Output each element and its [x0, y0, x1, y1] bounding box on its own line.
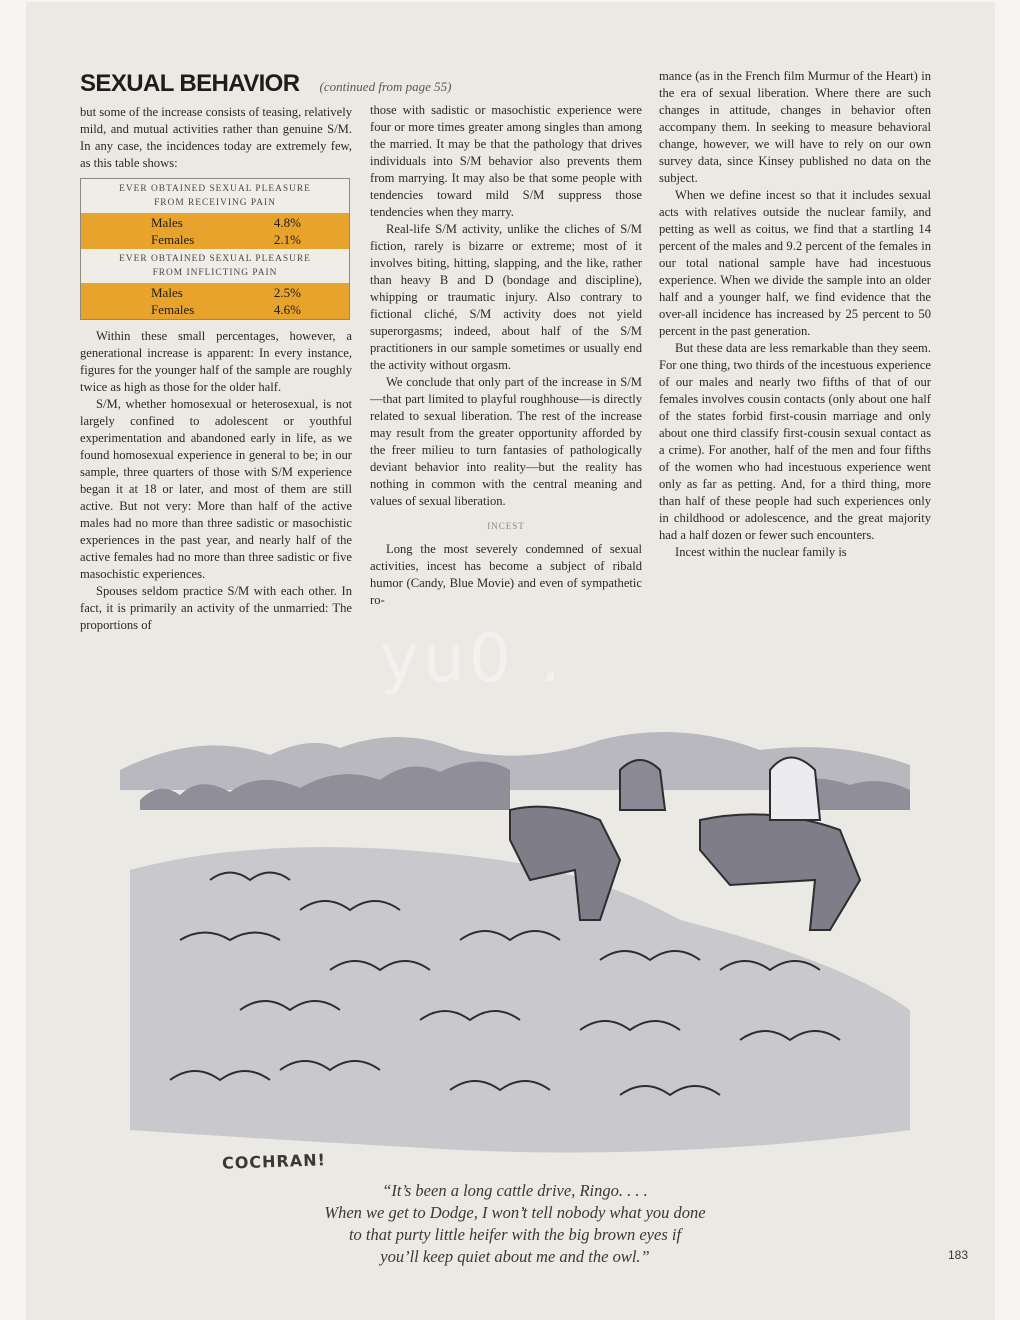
caption-line: to that purty little heifer with the big brown eyes if [348, 1225, 682, 1244]
table-band-inflicting [81, 283, 349, 319]
paragraph: We conclude that only part of the increase in S/M—that part limited to playful roughhouse—is directly related to sexual liberation. The rest of the increase may result from the greater opportunity afforded by the freer milieu to turn fantasies of pathologically deviant behavior into reality—but the reality has nothing in common with the central meaning and values of sexual liberation. [370, 375, 642, 508]
caption-line: FROM RECEIVING PAIN [154, 198, 276, 208]
caption-line: you’ll keep quiet about me and the owl.” [380, 1247, 650, 1266]
article-title: SEXUAL BEHAVIOR [80, 70, 300, 97]
caption-line: “It’s been a long cattle drive, Ringo. . . . [382, 1181, 648, 1200]
caption-line: EVER OBTAINED SEXUAL PLEASURE [119, 254, 311, 264]
row-value: 4.6% [273, 302, 301, 317]
row-value: 4.8% [273, 215, 301, 230]
paragraph: those with sadistic or masochistic experience were four or more times greater among singles than among the married. It may be that the pathology that drives individuals into S/M behavior also prevents them from marrying. It may also be that some people with tendencies toward mild S/M suppress those tendencies when they marry. [370, 103, 642, 219]
row-value: 2.5% [273, 285, 301, 300]
paragraph: When we define incest so that it includes sexual acts with relatives outside the nuclear family, and petting as well as coitus, we find that a startling 14 percent of the males and 9.2 percent of the females in our total national sample have had incestuous experience. When we divide the sample into an older half and a younger half, we find evidence that the over-all incidence has increased by 25 percent to 50 percent in the past generation. [659, 188, 931, 338]
table-row [81, 231, 349, 248]
paragraph: Incest within the nuclear family is [675, 545, 847, 559]
column-1 [80, 104, 352, 634]
page-number: 183 [948, 1248, 969, 1262]
paragraph: But these data are less remarkable than they seem. For one thing, two thirds of the incestuous experience of our males and nearly two fifths of that of our females involves cousin contacts (only about one half of the states forbid first-cousin marriage and only about one third classify first-cousin sexual contact as a crime). For another, half of the men and four fifths of the women who had incestuous experience went only as far as petting. And, for a third thing, more than half of these people had such experiences only in childhood or adolescence, and the great majority had a half dozen or fewer such encounters. [659, 341, 931, 542]
row-label: Males [151, 215, 183, 230]
table-row [81, 214, 349, 231]
paragraph: Real-life S/M activity, unlike the cliches of S/M fiction, rarely is bizarre or extreme; most of it involves biting, hitting, slapping, and the like, rather than heavy B and D (bondage and discipline), whipping or traumatic injury. Also contrary to fictional cliché, S/M activity does not yield superorgasms; indeed, about half of the S/M practitioners in our sample sometimes or usually end the activity without orgasm. [370, 222, 642, 372]
cartoon-illustration [80, 710, 950, 1180]
row-value: 2.1% [273, 232, 301, 247]
caption-line: EVER OBTAINED SEXUAL PLEASURE [119, 184, 311, 194]
table-caption-receiving [81, 179, 349, 213]
paragraph: mance (as in the French film Murmur of the Heart) in the era of sexual liberation. Where there are such changes in attitude, changes in behavior often accompany them. In seeking to measure behavioral change, however, we will have to rely on our own survey data, since Kinsey published no data on the subject. [659, 69, 931, 185]
section-subhead: INCEST [487, 521, 525, 531]
statistics-table [80, 178, 350, 320]
paragraph: Within these small percentages, however, a generational increase is apparent: In every instance, figures for the younger half of the sample are roughly twice as high as those for the older half. [80, 329, 352, 394]
herd-shading [130, 847, 910, 1152]
caption-line: When we get to Dodge, I won’t tell nobody what you done [324, 1203, 706, 1222]
table-caption-inflicting [81, 249, 349, 283]
continued-note: (continued from page 55) [319, 79, 452, 94]
table-band-receiving [81, 213, 349, 249]
row-label: Females [151, 232, 195, 247]
article-header [80, 70, 452, 98]
paragraph: but some of the increase consists of teasing, relatively mild, and mutual activities rather than genuine S/M. In any case, the incidences today are extremely few, as this table shows: [80, 105, 352, 170]
cartoon-caption [230, 1180, 800, 1268]
caption-line: FROM INFLICTING PAIN [152, 268, 278, 278]
column-2 [370, 102, 642, 609]
column-3 [659, 68, 931, 561]
row-label: Females [151, 302, 195, 317]
paragraph: Long the most severely condemned of sexual activities, incest has become a subject of ribald humor (Candy, Blue Movie) and even of sympathetic ro- [370, 542, 642, 607]
paragraph: Spouses seldom practice S/M with each other. In fact, it is primarily an activity of the unmarried: The proportions of [80, 584, 352, 632]
row-label: Males [151, 285, 183, 300]
table-row [81, 301, 349, 318]
watermark: yu0 . [380, 620, 565, 697]
table-row [81, 284, 349, 301]
artist-signature: COCHRAN! [221, 1150, 327, 1173]
paragraph: S/M, whether homosexual or heterosexual, is not largely confined to adolescent or youthful experimentation and abandoned early in life, as we found homosexual experience in general to be; in our sample, three quarters of those with S/M experience began it at 18 or later, and most of them are still active. But not very: More than half of the active males had no more than three sadistic or masochistic experiences in the past year, and nearly half of the active females had no more than three sadistic or five masochistic experiences. [80, 397, 352, 581]
